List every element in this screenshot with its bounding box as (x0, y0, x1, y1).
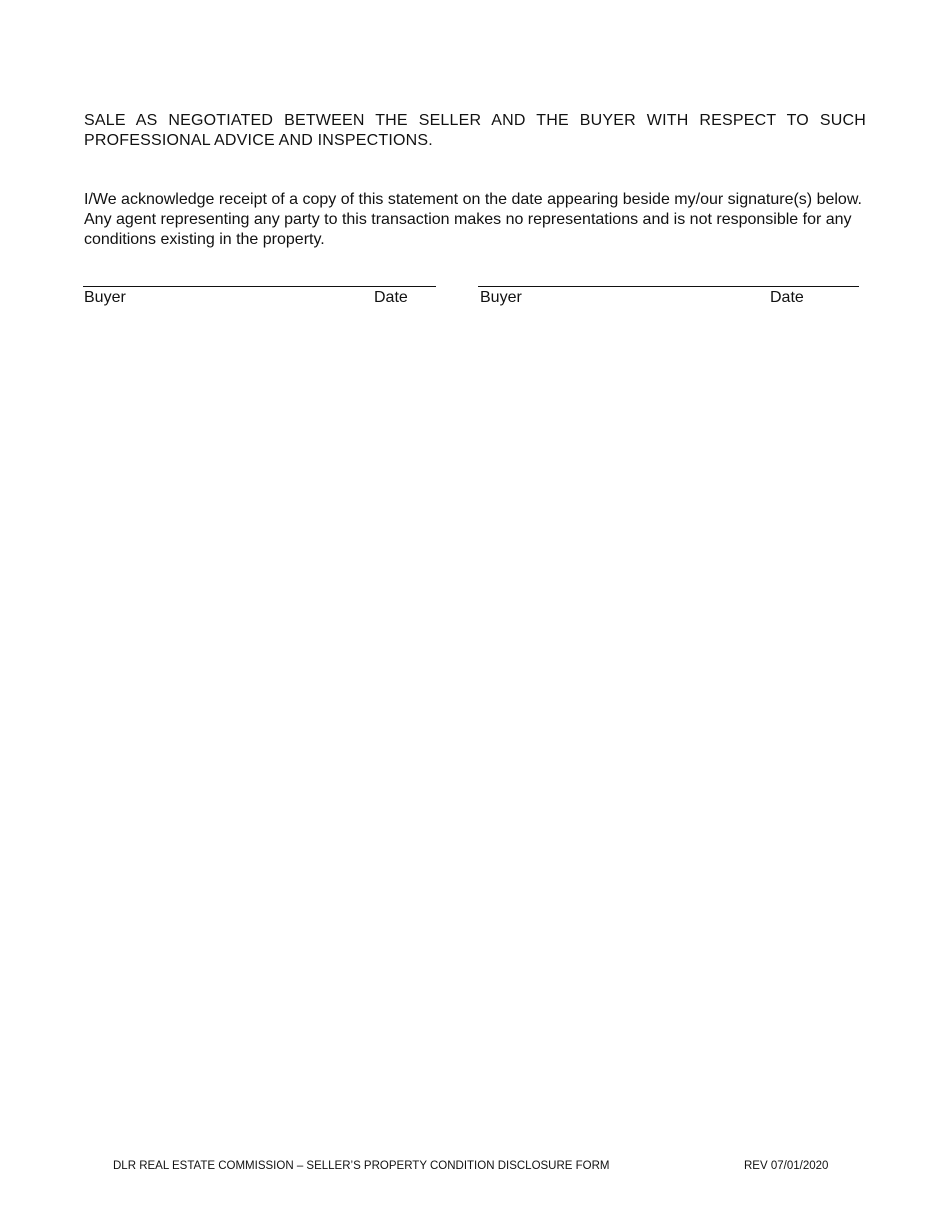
buyer-label: Buyer (480, 289, 522, 306)
acknowledgement-paragraph: I/We acknowledge receipt of a copy of this statement on the date appearing beside my/our signature(s) below. Any agent representing any party to this transaction makes no representations and is not responsible for any conditions existing in the property. (84, 191, 862, 248)
signature-labels (478, 287, 859, 309)
footer-form-title: DLR REAL ESTATE COMMISSION – SELLER’S PROPERTY CONDITION DISCLOSURE FORM (113, 1160, 610, 1172)
buyer-label: Buyer (84, 289, 126, 306)
date-label: Date (374, 289, 408, 306)
date-label: Date (770, 289, 804, 306)
signature-labels (83, 287, 436, 309)
footer-revision: REV 07/01/2020 (744, 1160, 829, 1172)
sale-negotiated-paragraph: SALE AS NEGOTIATED BETWEEN THE SELLER AND THE BUYER WITH RESPECT TO SUCH PROFESSIONAL ADVICE AND INSPECTIONS. (84, 112, 866, 149)
buyer-signature-block-1 (83, 286, 436, 309)
buyer-signature-block-2 (478, 286, 859, 309)
